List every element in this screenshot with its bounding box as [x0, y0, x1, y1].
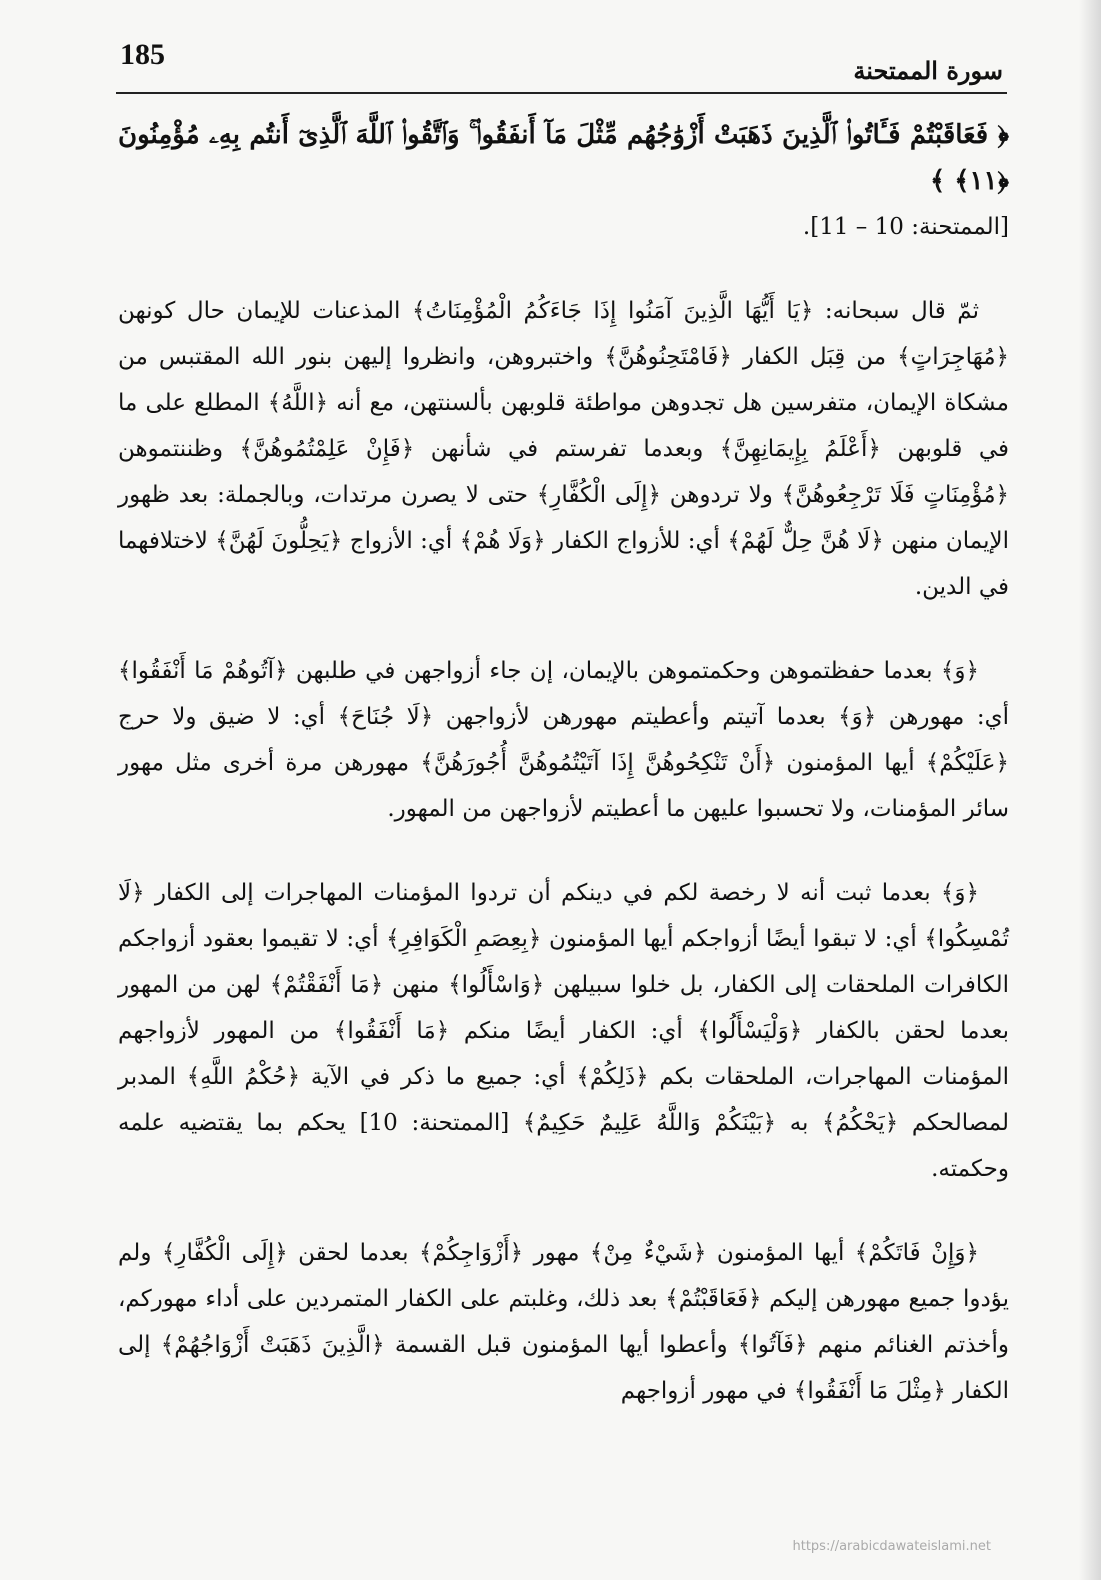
page-number: 185 — [120, 38, 165, 71]
page-edge-shadow — [1079, 0, 1101, 1580]
paragraph-4: ﴿وَإِنْ فَاتَكُمْ﴾ أيها المؤمنون ﴿شَيْءٌ مِنْ﴾ مهور ﴿أَزْوَاجِكُمْ﴾ بعدما لحقن ﴿إِلَى الْكُفَّارِ﴾ ولم يؤدوا جميع مهورهن إليكم ﴿فَعَاقَبْتُمْ﴾ بعد ذلك، وغلبتم على الكفار المتمردين على أداء مهوركم، وأخذتم الغنائم منهم ﴿فَآتُوا﴾ وأعطوا أيها المؤمنون قبل القسمة ﴿الَّذِينَ ذَهَبَتْ أَزْوَاجُهُمْ﴾ إلى الكفار ﴿مِثْلَ مَا أَنْفَقُوا﴾ في مهور أزواجهم — [118, 1240, 1009, 1404]
paragraph-1: ثمّ قال سبحانه: ﴿يَا أَيُّهَا الَّذِينَ آمَنُوا إِذَا جَاءَكُمُ الْمُؤْمِنَاتُ﴾ المذعنات للإيمان حال كونهن ﴿مُهَاجِرَاتٍ﴾ من قِبَل الكفار ﴿فَامْتَحِنُوهُنَّ﴾ واختبروهن، وانظروا إليهن بنور الله المقتبس من مشكاة الإيمان، متفرسين هل تجدوهن مواطئة قلوبهن بألسنتهن، مع أنه ﴿اللَّهُ﴾ المطلع على ما في قلوبهن ﴿أَعْلَمُ بِإِيمَانِهِنَّ﴾ وبعدما تفرستم في شأنهن ﴿فَإِنْ عَلِمْتُمُوهُنَّ﴾ وظننتموهن ﴿مُؤْمِنَاتٍ فَلَا تَرْجِعُوهُنَّ﴾ ولا تردوهن ﴿إِلَى الْكُفَّارِ﴾ حتى لا يصرن مرتدات، وبالجملة: بعد ظهور الإيمان منهن ﴿لَا هُنَّ حِلٌّ لَهُمْ﴾ أي: للأزواج الكفار ﴿وَلَا هُمْ﴾ أي: الأزواج ﴿يَحِلُّونَ لَهُنَّ﴾ لاختلافهما في الدين. — [118, 298, 1009, 600]
header-divider — [116, 92, 1007, 94]
verse-citation: [الممتحنة: 10 – 11]. — [802, 214, 1009, 240]
quran-verse: ﴿ فَعَاقَبْتُمْ فَـَٔاتُوا۟ ٱلَّذِينَ ذَهَبَتْ أَزْوَٰجُهُم مِّثْلَ مَآ أَنفَقُوا۟ ۚ وَٱتَّقُوا۟ ٱللَّهَ ٱلَّذِىٓ أَنتُم بِهِۦ مُؤْمِنُونَ ﴿١١﴾ ﴾ — [118, 120, 1009, 196]
paragraph-2: ﴿وَ﴾ بعدما حفظتموهن وحكمتموهن بالإيمان، إن جاء أزواجهن في طلبهن ﴿آتُوهُمْ مَا أَنْفَقُوا﴾ أي: مهورهن ﴿وَ﴾ بعدما آتيتم وأعطيتم مهورهن لأزواجهن ﴿لَا جُنَاحَ﴾ أي: لا ضيق ولا حرج ﴿عَلَيْكُمْ﴾ أيها المؤمنون ﴿أَنْ تَنْكِحُوهُنَّ إِذَا آتَيْتُمُوهُنَّ أُجُورَهُنَّ﴾ مهورهن مرة أخرى مثل مهور سائر المؤمنات، ولا تحسبوا عليهن ما أعطيتم لأزواجهن من المهور. — [118, 658, 1009, 822]
watermark-url: https://arabicdawateislami.net — [792, 1539, 991, 1554]
paragraph-3: ﴿وَ﴾ بعدما ثبت أنه لا رخصة لكم في دينكم أن تردوا المؤمنات المهاجرات إلى الكفار ﴿لَا تُمْسِكُوا﴾ أي: لا تبقوا أيضًا أزواجكم أيها المؤمنون ﴿بِعِصَمِ الْكَوَافِرِ﴾ أي: لا تقيموا بعقود أزواجكم الكافرات الملحقات إلى الكفار، بل خلوا سبيلهن ﴿وَاسْأَلُوا﴾ منهن ﴿مَا أَنْفَقْتُمْ﴾ لهن من المهور بعدما لحقن بالكفار ﴿وَلْيَسْأَلُوا﴾ أي: الكفار أيضًا منكم ﴿مَا أَنْفَقُوا﴾ من المهور لأزواجهم المؤمنات المهاجرات، الملحقات بكم ﴿ذَلِكُمْ﴾ أي: جميع ما ذكر في الآية ﴿حُكْمُ اللَّهِ﴾ المدبر لمصالحكم ﴿يَحْكُمُ﴾ به ﴿بَيْنَكُمْ وَاللَّهُ عَلِيمٌ حَكِيمٌ﴾ [الممتحنة: 10] يحكم بما يقتضيه علمه وحكمته. — [118, 880, 1009, 1182]
page-body — [118, 112, 1009, 1414]
surah-title: سورة الممتحنة — [853, 56, 1003, 85]
